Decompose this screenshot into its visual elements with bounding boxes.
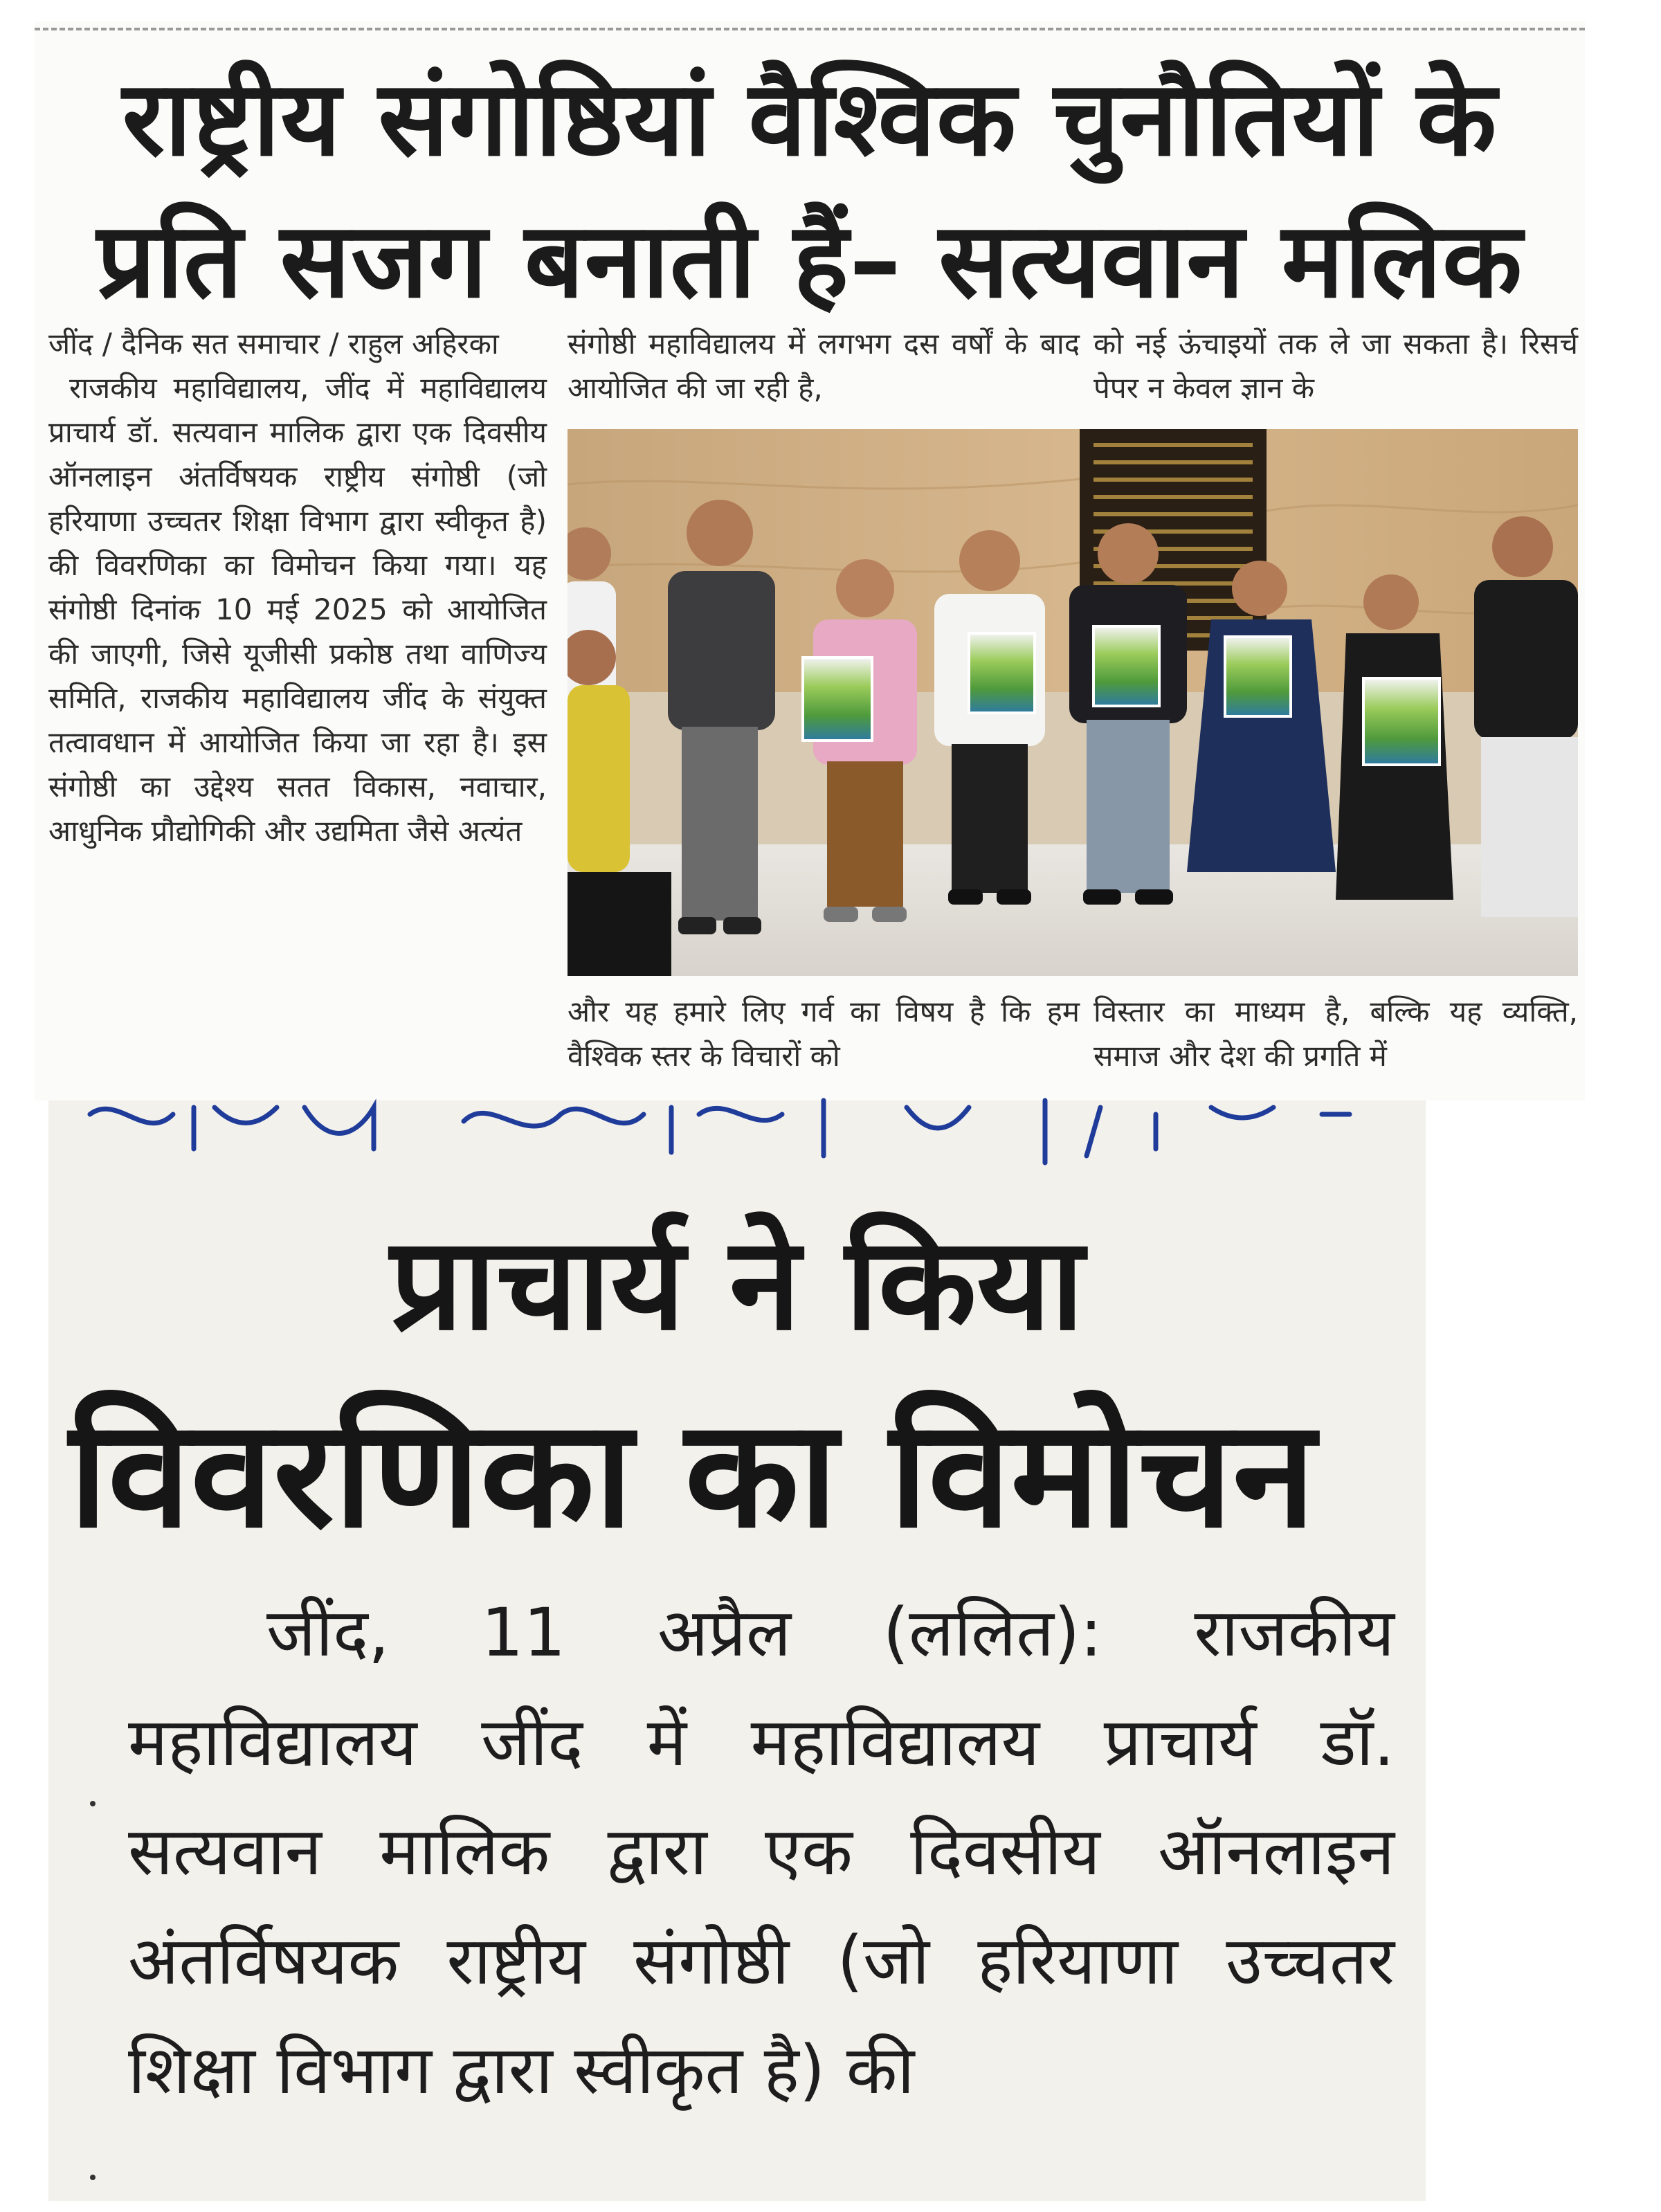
article-column-2-bottom [568,990,1080,1078]
headline-line-2: प्रति सजग बनाती हैं– सत्यवान मलिक [96,201,1523,321]
handwritten-annotation [76,1087,1661,1170]
print-speck [90,1801,96,1806]
article-text: और यह हमारे लिए गर्व का विषय है कि हम वैश्विक स्तर के विचारों को [568,995,1080,1073]
article-text: को नई ऊंचाइयों तक ले जा सकता है। रिसर्च पेपर न केवल ज्ञान के [1093,327,1578,405]
newspaper-clipping-1 [35,21,1585,1100]
clipping-2-title-line-2: विवरणिका का विमोचन [69,1387,1316,1561]
article-column-3-top [1093,322,1578,410]
headline-line-1: राष्ट्रीय संगोष्ठियां वैश्विक चुनौतियों के [122,59,1498,179]
clipping-1-headline [35,48,1585,332]
clipping-2-title-line-1: प्राचार्य ने किया [390,1209,1084,1359]
article-column-1 [48,322,547,853]
article-text: संगोष्ठी महाविद्यालय में लगभग दस वर्षों के बाद आयोजित की जा रही है, [568,327,1080,405]
clipping-2-article-text [128,1578,1395,2125]
article-body: जींद, 11 अप्रैल (ललित): राजकीय महाविद्यालय जींद में महाविद्यालय प्राचार्य डॉ. सत्यवान मालिक द्वारा एक दिवसीय ऑनलाइन अंतर्विषयक राष्ट्रीय संगोष्ठी (जो हरियाणा उच्चतर शिक्षा विभाग द्वारा स्वीकृत है) की [128,1594,1395,2109]
group-photo [568,429,1578,976]
byline: जींद / दैनिक सत समाचार / राहुल अहिरका [48,327,499,361]
article-column-2-top [568,322,1080,410]
article-column-3-bottom [1093,990,1578,1078]
article-text: विस्तार का माध्यम है, बल्कि यह व्यक्ति, समाज और देश की प्रगति में [1093,995,1578,1073]
article-paragraph: राजकीय महाविद्यालय, जींद में महाविद्यालय प्राचार्य डॉ. सत्यवान मालिक द्वारा एक दिवसीय ऑनलाइन अंतर्विषयक राष्ट्रीय संगोष्ठी (जो हरियाणा उच्चतर शिक्षा विभाग द्वारा स्वीकृत है) की विवरणिका का विमोचन किया गया। यह संगोष्ठी दिनांक 10 मई 2025 को आयोजित की जाएगी, जिसे यूजीसी प्रकोष्ठ तथा वाणिज्य समिति, राजकीय महाविद्यालय जींद के संयुक्त तत्वावधान में आयोजित किया जा रहा है। इस संगोष्ठी का उद्देश्य सतत विकास, नवाचार, आधुनिक प्रौद्योगिकी और उद्यमिता जैसे अत्यंत [48,371,547,848]
newspaper-clipping-2 [48,1100,1426,2201]
print-speck [90,2175,96,2180]
cut-line [35,28,1585,30]
